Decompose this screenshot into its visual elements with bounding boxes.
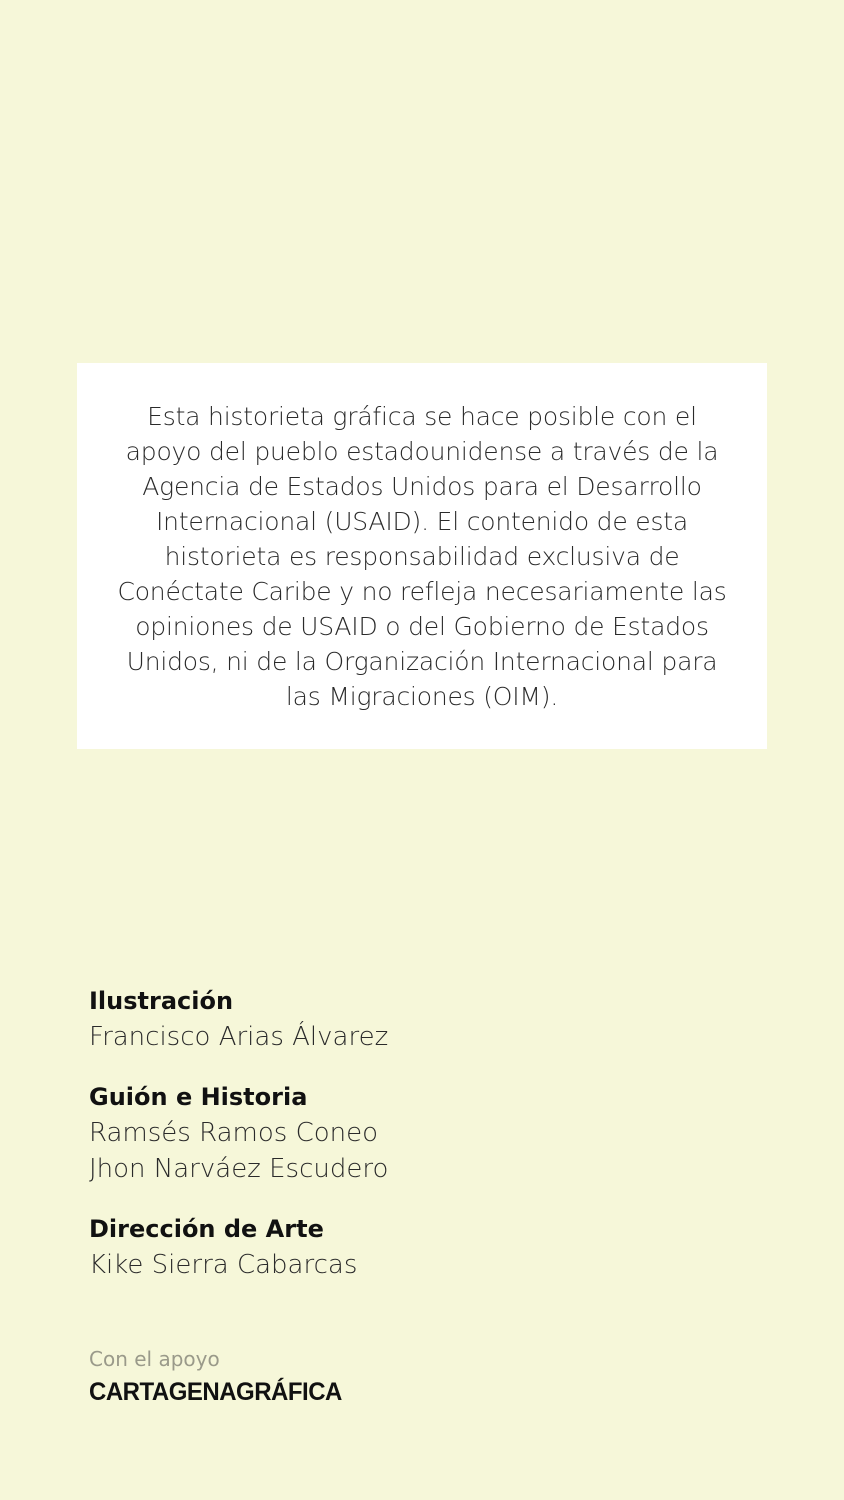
support-label: Con el apoyo bbox=[89, 1347, 220, 1371]
disclaimer-text: Esta historieta gráfica se hace posible con el apoyo del pueblo estadounidense a través de la Agencia de Estados Unidos para el Desarrollo Internacional (USAID). El contenido de esta historieta es responsabilidad exclusiva de Conéctate Caribe y no refleja necesariamente las opiniones de USAID o del Gobierno de Estados Unidos, ni de la Organización Internacional para las Migraciones (OIM). bbox=[117, 402, 727, 711]
credit-group-illustration bbox=[89, 984, 789, 1055]
credit-group-script bbox=[89, 1080, 789, 1187]
credit-name: Kike Sierra Cabarcas bbox=[89, 1250, 358, 1280]
credits-section bbox=[89, 984, 789, 1308]
credit-name: Jhon Narváez Escudero bbox=[89, 1154, 389, 1184]
credit-role: Ilustración bbox=[89, 987, 234, 1015]
credit-name: Ramsés Ramos Coneo bbox=[89, 1118, 379, 1148]
credit-role: Dirección de Arte bbox=[89, 1215, 324, 1243]
cartagenagrafica-logo: CARTAGENAGRÁFICA bbox=[89, 1378, 342, 1407]
support-section bbox=[89, 1346, 342, 1406]
credit-role: Guión e Historia bbox=[89, 1083, 308, 1111]
credit-name: Francisco Arias Álvarez bbox=[89, 1022, 389, 1052]
disclaimer-box bbox=[77, 363, 767, 749]
credit-group-art-direction bbox=[89, 1212, 789, 1283]
